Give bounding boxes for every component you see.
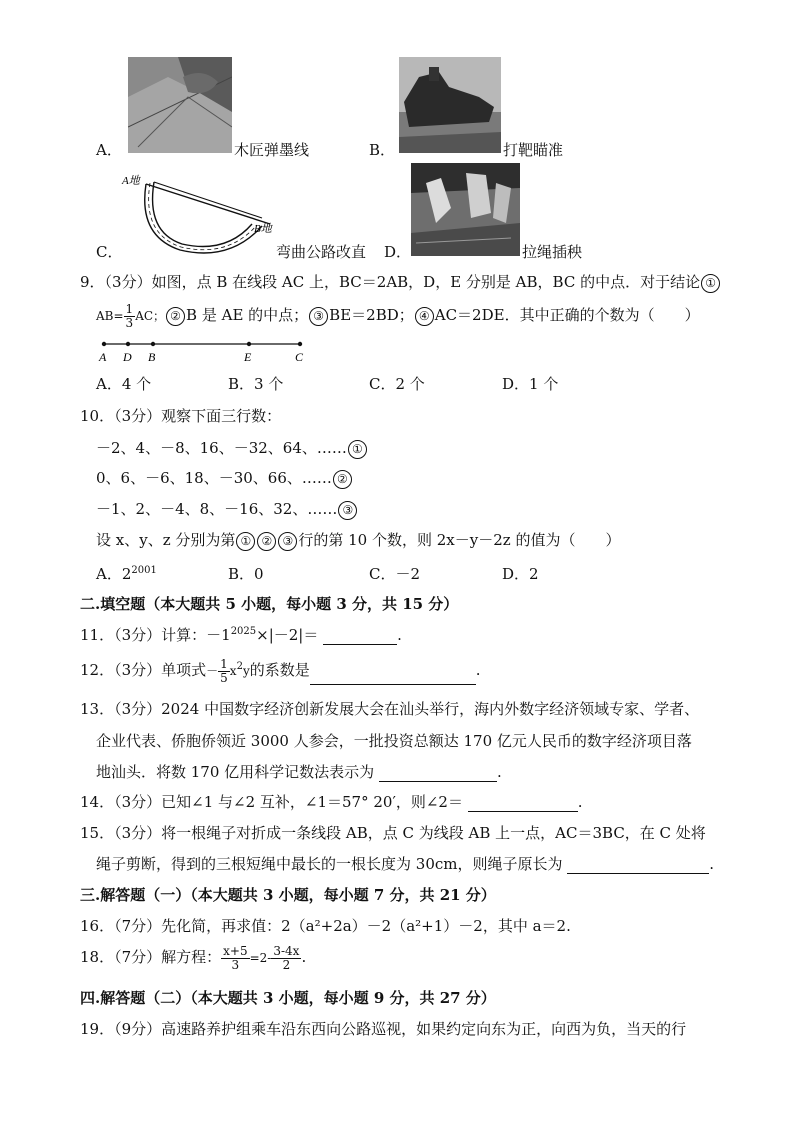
target-shooting-photo (399, 57, 501, 153)
q9-statement-4: AC＝2DE．其中正确的个数为（ ） (434, 306, 700, 324)
q10-option-b: B．0 (228, 565, 264, 583)
q12-sign: － (206, 664, 219, 678)
q9-option-d: D．1 个 (502, 375, 559, 393)
q9-statement-3: BE＝2BD； (329, 306, 414, 324)
section-4-heading: 四.解答题（二）（本大题共 3 小题，每小题 9 分，共 27 分） (80, 989, 496, 1007)
fraction-denominator: 3 (125, 315, 134, 330)
circle-2-icon: ② (166, 307, 185, 326)
q8-option-d-label: D． (384, 243, 412, 261)
rice-planting-photo (411, 163, 520, 256)
q10-option-a-base: A．2 (96, 565, 132, 583)
q12-var-x: x (229, 664, 237, 678)
section-3-heading: 三.解答题（一）（本大题共 3 小题，每小题 7 分，共 21 分） (80, 886, 496, 904)
q12-var-y: y (242, 664, 250, 678)
q10-option-a-exponent: 2001 (131, 565, 157, 576)
q18-mid: =2- (249, 951, 272, 965)
q13-end: . (496, 763, 502, 781)
q12-end: . (475, 661, 481, 679)
q10-question-pre: 设 x、y、z 分别为第 (96, 531, 236, 549)
q19: 19．（9分）高速路养护组乘车沿东西向公路巡视，如果约定向东为正，向西为负，当天的行 (80, 1020, 687, 1038)
q10-row2-text: 0、6、－6、18、－30、66、…… (96, 469, 332, 487)
road-label-b: B地 (254, 223, 272, 235)
q12-answer-blank[interactable] (310, 668, 476, 685)
q13-line-3-text: 地汕头．将数 170 亿用科学记数法表示为 (96, 763, 375, 781)
fraction-numerator: 1 (125, 301, 134, 316)
q11-end: . (397, 626, 402, 644)
point-label-c: C (295, 350, 304, 364)
road-label-a: A地 (122, 175, 140, 187)
q8-option-d-caption: 拉绳插秧 (522, 243, 583, 261)
q14-text: 14．（3分）已知∠1 与∠2 互补，∠1＝57° 20′，则∠2＝ (80, 793, 463, 811)
q10-question (96, 530, 620, 551)
q10-row-2 (96, 468, 353, 489)
q15-line-2 (96, 854, 714, 874)
circle-1-icon: ① (348, 440, 367, 459)
q11-answer-blank[interactable] (323, 628, 397, 645)
q10-row-1 (96, 438, 368, 459)
q12-post: 的系数是 (249, 661, 310, 679)
fraction-denominator: 3 (231, 957, 240, 972)
q13-answer-blank[interactable] (379, 765, 497, 782)
q9-ab: AB= (96, 309, 124, 323)
q13-line-2: 企业代表、侨胞侨领近 3000 人参会，一批投资总额达 170 亿元人民币的数字经济项目落 (96, 732, 692, 750)
q13-line-1: 13．（3分）2024 中国数字经济创新发展大会在汕头举行，海内外数字经济领域专家、学者、 (80, 700, 700, 718)
q11-post: ×|－2|＝ (256, 626, 319, 644)
q14-answer-blank[interactable] (468, 795, 578, 812)
q8-option-b-label: B． (369, 141, 396, 159)
circle-2-icon: ② (333, 470, 352, 489)
circle-3-icon: ③ (309, 307, 328, 326)
carpenter-photo (128, 57, 232, 153)
circle-3-icon: ③ (338, 501, 357, 520)
fraction-one-fifth (218, 658, 230, 685)
fraction-numerator: 1 (220, 656, 228, 671)
q8-option-a-caption: 木匠弹墨线 (234, 141, 310, 159)
q9-option-a: A．4 个 (96, 375, 152, 393)
fraction-one-third (124, 303, 136, 330)
q11-pre: 11．（3分）计算：－1 (80, 626, 231, 644)
q11 (80, 625, 402, 645)
point-label-d: D (123, 350, 132, 364)
q8-option-b-caption: 打靶瞄准 (503, 141, 564, 159)
q15-line-2-text: 绳子剪断，得到的三根短绳中最长的一根长度为 30cm，则绳子原长为 (96, 855, 563, 873)
circle-3-icon: ③ (278, 532, 297, 551)
q10-option-c: C．－2 (369, 565, 421, 583)
q12-exponent: 2 (236, 661, 243, 672)
q18 (80, 944, 306, 972)
q10-row3-text: －1、2、－4、8、－16、32、…… (96, 500, 338, 518)
fraction-denominator: 2 (282, 957, 291, 972)
fraction-denominator: 5 (220, 670, 228, 685)
point-label-e: E (244, 350, 252, 364)
circle-1-icon: ① (701, 274, 720, 293)
fraction-numerator: x+5 (223, 943, 248, 958)
q10-question-post: 行的第 10 个数，则 2x－y－2z 的值为（ ） (298, 531, 621, 549)
q15-end: . (709, 855, 715, 873)
q8-option-c-label: C． (96, 243, 123, 261)
q10-option-a (96, 564, 157, 584)
q15-answer-blank[interactable] (567, 857, 709, 874)
q9-stem-line1 (80, 272, 721, 293)
fraction-right (271, 945, 301, 972)
q15-line-1: 15．（3分）将一根绳子对折成一条线段 AB，点 C 为线段 AB 上一点，AC＝3BC，在 C 处将 (80, 824, 706, 842)
q10-option-d: D．2 (502, 565, 539, 583)
circle-1-icon: ① (236, 532, 255, 551)
q16: 16．（7分）先化简，再求值：2（a²+2a）－2（a²+1）－2，其中 a＝2. (80, 917, 571, 935)
q13-line-3 (96, 762, 502, 782)
circle-2-icon: ② (257, 532, 276, 551)
q10-stem: 10．（3分）观察下面三行数： (80, 407, 282, 425)
q12 (80, 657, 481, 685)
q14 (80, 792, 583, 812)
q9-option-c: C．2 个 (369, 375, 425, 393)
fraction-numerator: 3-4x (273, 943, 300, 958)
q8-option-a-label: A． (96, 141, 122, 159)
q10-row1-text: －2、4、－8、16、－32、64、…… (96, 439, 347, 457)
q8-option-c-caption: 弯曲公路改直 (276, 243, 367, 261)
q11-exponent: 2025 (230, 626, 257, 637)
point-label-a: A (99, 350, 107, 364)
q18-pre: 18．（7分）解方程： (80, 948, 222, 966)
q10-row-3 (96, 499, 358, 520)
q14-end: . (577, 793, 583, 811)
q18-end: . (301, 948, 307, 966)
q9-ac: AC； (135, 309, 166, 323)
section-2-heading: 二.填空题（本大题共 5 小题，每小题 3 分，共 15 分） (80, 595, 459, 613)
point-label-b: B (148, 350, 156, 364)
road-diagram (120, 166, 280, 258)
segment-diagram (96, 336, 316, 364)
circle-4-icon: ④ (415, 307, 434, 326)
q9-statement-2: B 是 AE 的中点； (186, 306, 309, 324)
q9-option-b: B．3 个 (228, 375, 284, 393)
q9-stem-text: 9．（3分）如图，点 B 在线段 AC 上，BC＝2AB，D，E 分别是 AB，BC 的中点．对于结论 (80, 273, 701, 291)
q9-stem-line2 (96, 302, 700, 330)
q12-pre: 12．（3分）单项式 (80, 661, 207, 679)
fraction-left (221, 945, 249, 972)
